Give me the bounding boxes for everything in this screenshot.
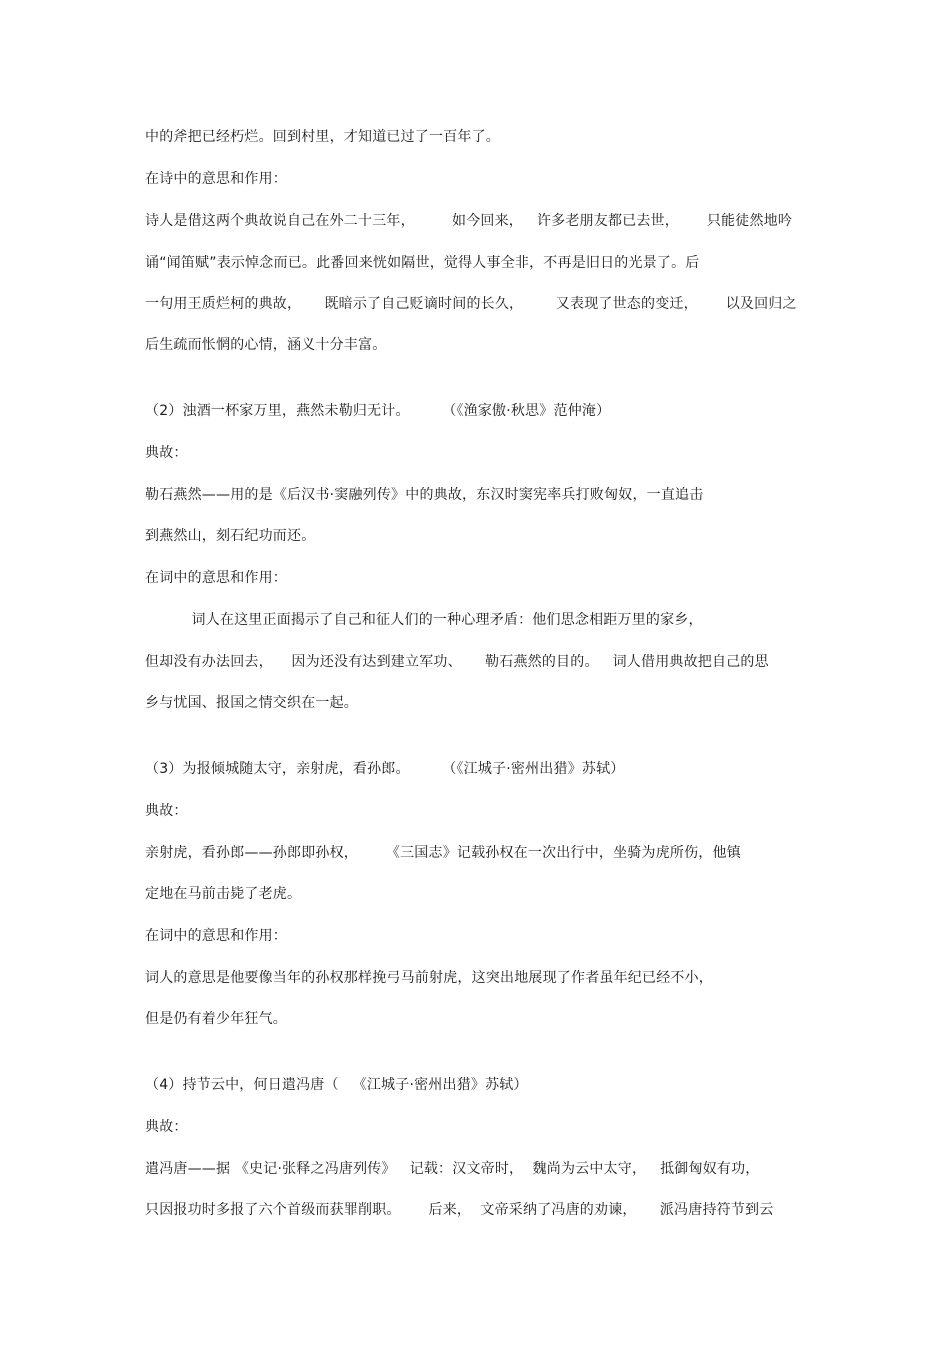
text-line: 但却没有办法回去， 因为还没有达到建立军功、 勒石燕然的目的。 词人借用典故把自己的思 — [145, 654, 769, 670]
text-line: 诵“闻笛赋”表示悼念而已。此番回来恍如隔世，觉得人事全非，不再是旧日的光景了。后 — [145, 255, 700, 271]
text-line: 一句用王质烂柯的典故， 既暗示了自己贬谪时间的长久， 又表现了世态的变迁， 以及回归之 — [145, 296, 797, 312]
text-line: 亲射虎，看孙郎——孙郎即孙权， 《三国志》记载孙权在一次出行中，坐骑为虎所伤，他镇 — [145, 845, 741, 861]
text-line: 到燕然山，刻石纪功而还。 — [145, 528, 316, 544]
text-line: 在词中的意思和作用： — [145, 570, 287, 586]
text-line: 在诗中的意思和作用： — [145, 171, 287, 187]
text-line: 后生疏而怅惘的心情，涵义十分丰富。 — [145, 337, 387, 353]
text-line: 词人在这里正面揭示了自己和征人们的一种心理矛盾：他们思念相距万里的家乡， — [145, 612, 703, 628]
text-line: 在词中的意思和作用： — [145, 928, 287, 944]
text-line: 只因报功时多报了六个首级而获罪削职。 后来， 文帝采纳了冯唐的劝谏， 派冯唐持符节到云 — [145, 1202, 774, 1218]
text-line: 诗人是借这两个典故说自己在外二十三年， 如今回来， 许多老朋友都已去世， 只能徒然地吟 — [145, 213, 793, 229]
text-line: 遣冯唐——据 《史记·张释之冯唐列传》 记载：汉文帝时， 魏尚为云中太守， 抵御匈奴有功， — [145, 1161, 760, 1177]
text-line: 中的斧把已经朽烂。回到村里，才知道已过了一百年了。 — [145, 129, 500, 145]
text-line: 典故： — [145, 445, 188, 461]
section-heading: （3）为报倾城随太守，亲射虎，看孙郎。 （《江城子·密州出猎》苏轼） — [145, 761, 625, 777]
text-line: 乡与忧国、报国之情交织在一起。 — [145, 695, 358, 711]
section-heading: （2）浊酒一杯家万里，燕然未勒归无计。 （《渔家傲·秋思》范仲淹） — [145, 403, 611, 419]
text-line: 词人的意思是他要像当年的孙权那样挽弓马前射虎，这突出地展现了作者虽年纪已经不小， — [145, 970, 713, 986]
text-line: 定地在马前击毙了老虎。 — [145, 886, 302, 902]
text-line: 典故： — [145, 803, 188, 819]
text-line: 典故： — [145, 1119, 188, 1135]
section-heading: （4）持节云中，何日遣冯唐（ 《江城子·密州出猎》苏轼） — [145, 1077, 528, 1093]
text-line: 但是仍有着少年狂气。 — [145, 1011, 287, 1027]
text-line: 勒石燕然——用的是《后汉书·窦融列传》中的典故，东汉时窦宪率兵打败匈奴，一直追击 — [145, 487, 704, 503]
